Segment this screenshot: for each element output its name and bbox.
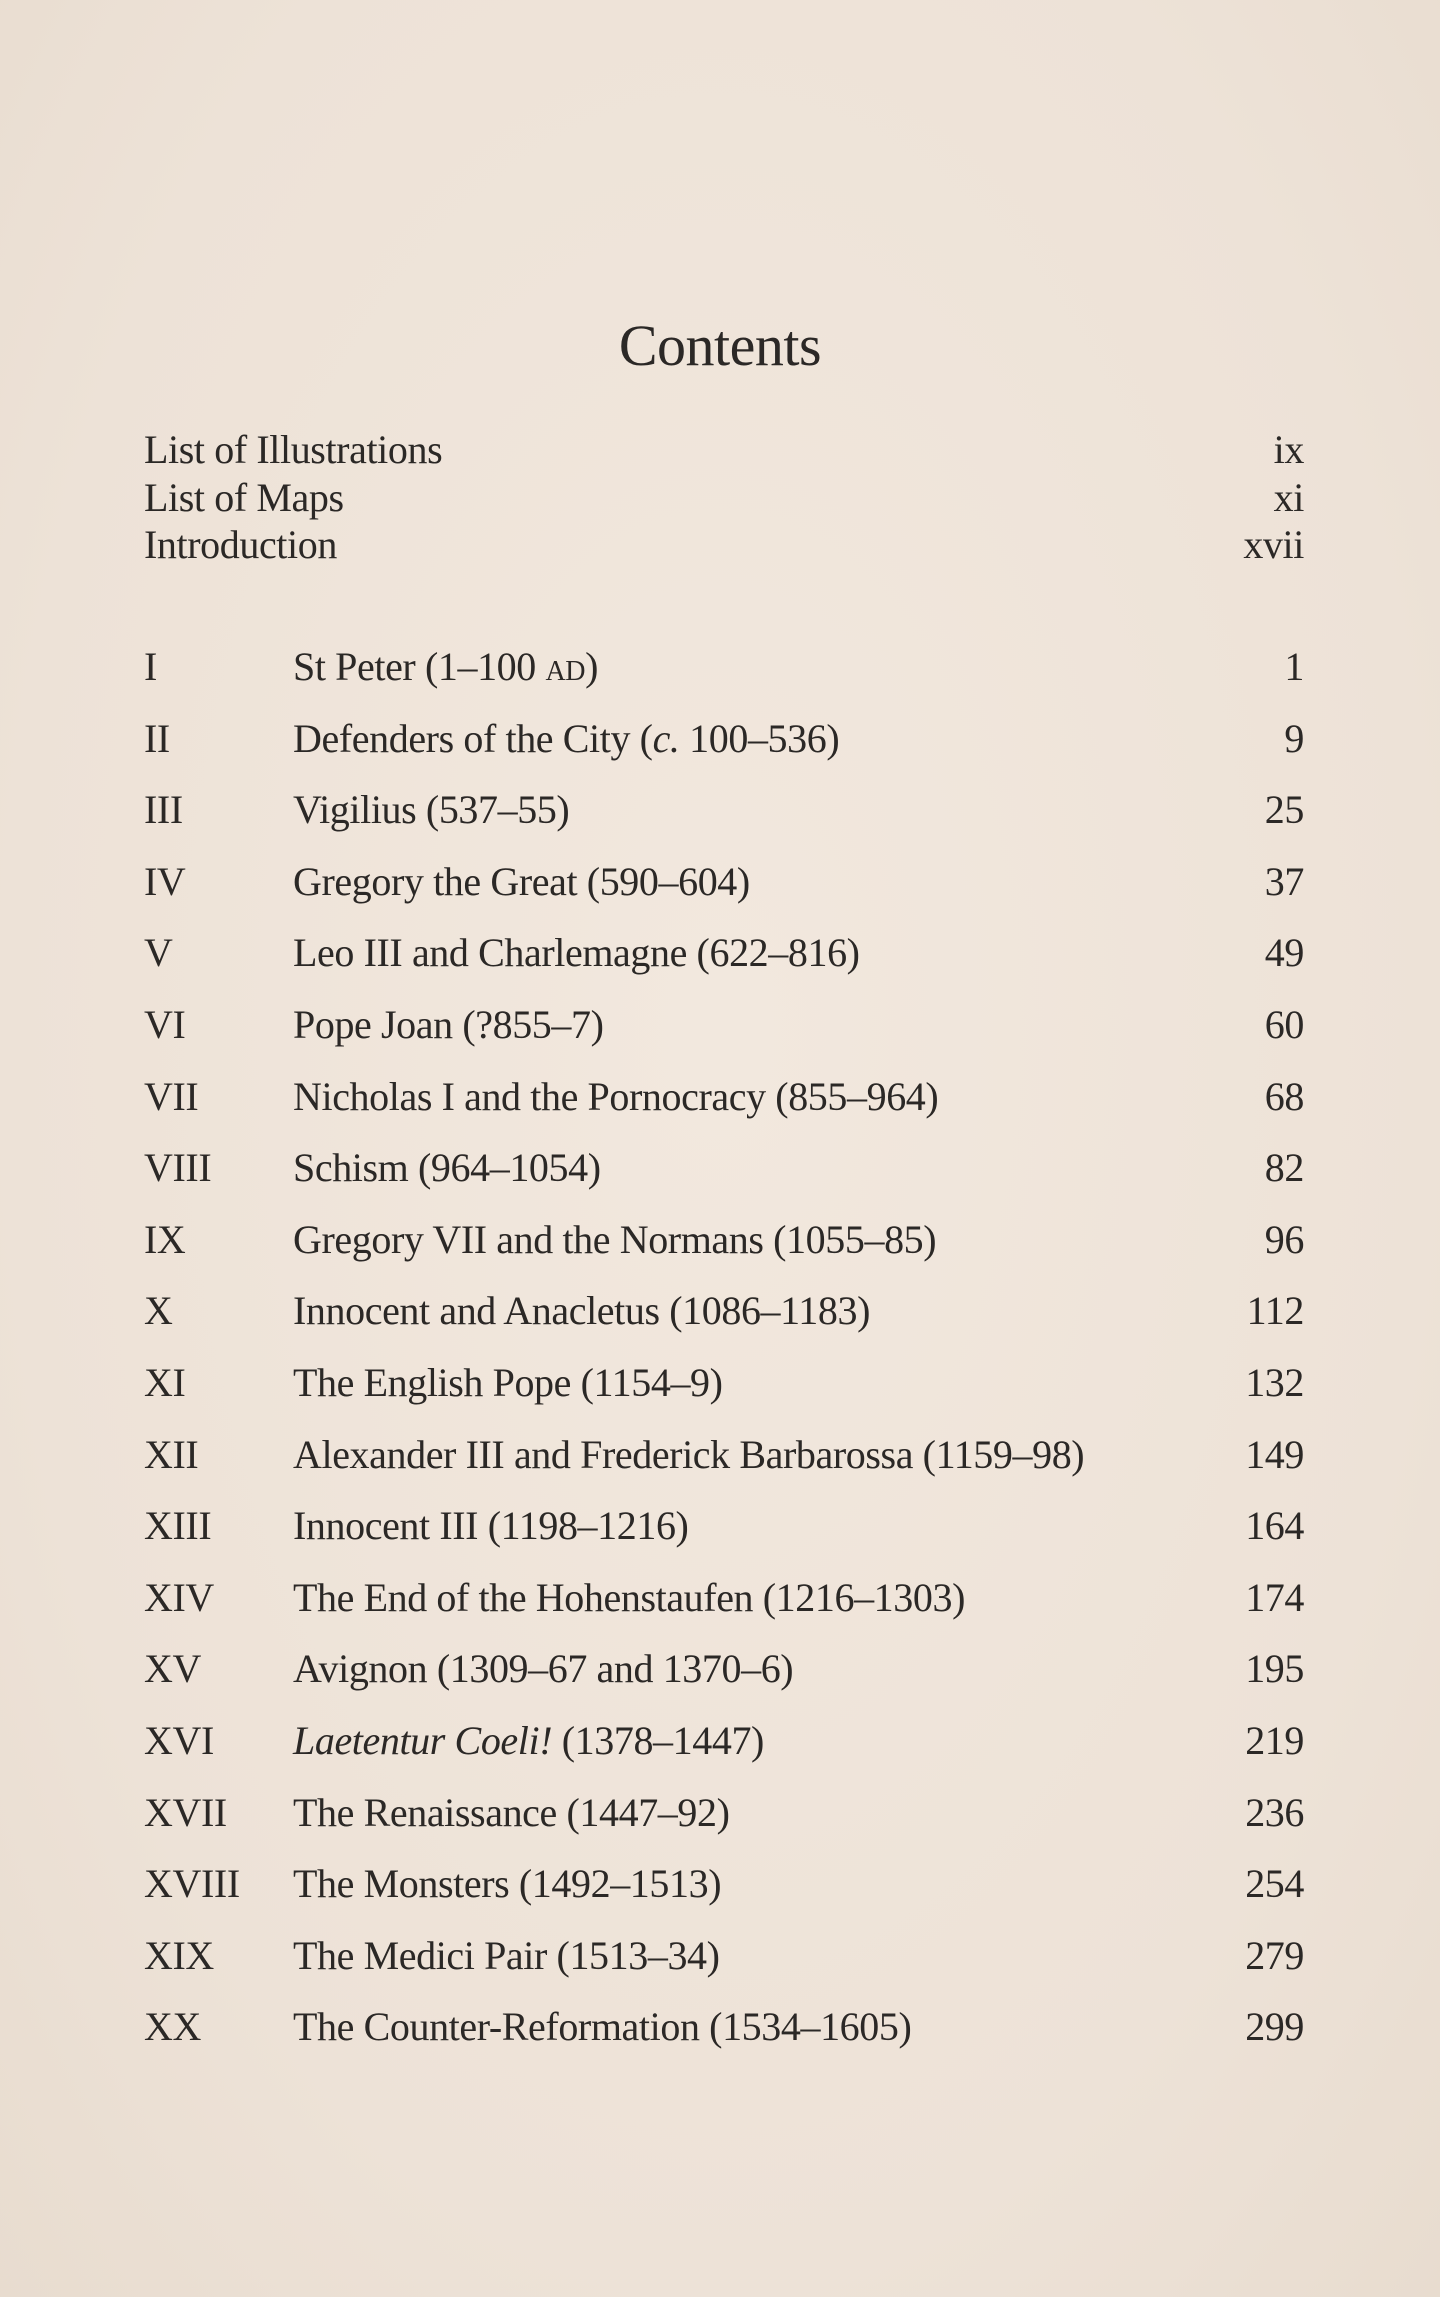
chapter-number: XIX <box>144 1932 214 1978</box>
chapter-title <box>293 857 750 907</box>
front-matter-entry <box>144 425 1304 475</box>
chapter-title <box>293 1716 764 1766</box>
page-number: 299 <box>1245 2004 1304 2050</box>
chapter-number: XV <box>144 1646 201 1692</box>
page-number: 254 <box>1245 1861 1304 1907</box>
chapter-title <box>293 1501 688 1551</box>
page-number: 195 <box>1245 1646 1304 1692</box>
chapter-entry <box>144 1000 1304 1050</box>
front-matter-entry <box>144 520 1304 570</box>
chapter-entry <box>144 1931 1304 1981</box>
page-number: 25 <box>1264 787 1304 833</box>
page-number: 149 <box>1245 1431 1304 1477</box>
chapter-entry <box>144 1573 1304 1623</box>
chapter-title <box>293 1000 604 1050</box>
entry-title: List of Illustrations <box>144 427 443 472</box>
page-number: 68 <box>1264 1073 1304 1119</box>
chapter-entry <box>144 1788 1304 1838</box>
page-number: 82 <box>1264 1145 1304 1191</box>
chapter-entry <box>144 1501 1304 1551</box>
chapter-title <box>293 1072 938 1122</box>
chapter-number: VIII <box>144 1145 212 1191</box>
chapter-number: XVII <box>144 1789 227 1835</box>
chapter-entry <box>144 1286 1304 1336</box>
title-text-suffix: 100–536) <box>679 715 840 761</box>
page-number: 60 <box>1264 1002 1304 1047</box>
page-number: 219 <box>1245 1718 1304 1763</box>
title-italic: Laetentur Coeli! <box>293 1718 553 1763</box>
chapter-entry <box>144 1716 1304 1766</box>
chapter-number: XVI <box>144 1718 214 1763</box>
chapter-title <box>293 2002 911 2052</box>
chapter-number: IV <box>144 858 186 904</box>
chapter-title <box>293 1931 720 1981</box>
title-text: Avignon (1309–67 and 1370–6) <box>293 1646 794 1692</box>
title-text: Innocent III (1198–1216) <box>293 1503 689 1549</box>
chapter-title <box>293 1573 965 1623</box>
title-text: Schism (964–1054) <box>293 1145 601 1191</box>
page-number: 279 <box>1245 1932 1304 1978</box>
entry-title: List of Maps <box>144 474 344 520</box>
chapter-number: XVIII <box>144 1861 240 1907</box>
title-text: Pope Joan (?855–7) <box>293 1002 604 1047</box>
chapter-title <box>293 1788 730 1838</box>
chapter-entry <box>144 1644 1304 1694</box>
chapter-title <box>293 1358 723 1408</box>
chapter-number: IX <box>144 1216 186 1262</box>
chapter-title <box>293 1644 793 1694</box>
title-text: The Counter-Reformation (1534–1605) <box>293 2004 912 2050</box>
chapter-title <box>293 1143 601 1193</box>
title-text: The Monsters (1492–1513) <box>293 1861 722 1907</box>
title-text-suffix: (1378–1447) <box>552 1718 764 1763</box>
page-number: xi <box>1273 474 1304 520</box>
chapter-number: X <box>144 1288 173 1334</box>
chapter-number: VII <box>144 1073 199 1119</box>
title-text: St Peter (1–100 <box>293 644 546 689</box>
title-text: The English Pope (1154–9) <box>293 1360 723 1405</box>
chapter-entry <box>144 1430 1304 1480</box>
chapter-number: XI <box>144 1360 186 1405</box>
chapter-entry <box>144 785 1304 835</box>
chapter-title <box>293 1859 721 1909</box>
chapter-title <box>293 1215 936 1265</box>
chapter-title <box>293 642 598 692</box>
chapter-entry <box>144 714 1304 764</box>
page-number: 174 <box>1245 1574 1304 1620</box>
page-number: 1 <box>1284 644 1304 689</box>
chapter-number: III <box>144 787 183 833</box>
page-number: xvii <box>1243 522 1304 567</box>
chapter-entry <box>144 1215 1304 1265</box>
page-number: 96 <box>1264 1216 1304 1262</box>
entry-title: Introduction <box>144 522 337 567</box>
chapter-entry <box>144 1358 1304 1408</box>
title-italic: c. <box>652 715 680 761</box>
title-text: Nicholas I and the Pornocracy (855–964) <box>293 1073 939 1119</box>
chapter-title <box>293 714 839 764</box>
chapter-number: VI <box>144 1002 186 1047</box>
chapter-title <box>293 785 569 835</box>
chapter-title <box>293 928 860 978</box>
title-text: Innocent and Anacletus (1086–1183) <box>293 1288 870 1334</box>
page-number: ix <box>1273 427 1304 472</box>
chapter-entry <box>144 1072 1304 1122</box>
page-number: 112 <box>1246 1288 1304 1334</box>
chapter-entry <box>144 1143 1304 1193</box>
chapter-number: V <box>144 930 173 976</box>
page-number: 37 <box>1264 858 1304 904</box>
title-text: Vigilius (537–55) <box>293 787 570 833</box>
title-small-caps: ad <box>545 644 586 689</box>
chapter-entry <box>144 928 1304 978</box>
title-text: Defenders of the City ( <box>293 715 653 761</box>
title-text: Alexander III and Frederick Barbarossa (1159–98) <box>293 1431 1085 1477</box>
page-number: 132 <box>1245 1360 1304 1405</box>
chapter-number: XII <box>144 1431 199 1477</box>
chapter-entry <box>144 642 1304 692</box>
chapter-entry <box>144 2002 1304 2052</box>
page-number: 164 <box>1245 1503 1304 1549</box>
chapter-number: XIII <box>144 1503 212 1549</box>
chapter-entry <box>144 857 1304 907</box>
title-text: Gregory the Great (590–604) <box>293 858 750 904</box>
chapter-title <box>293 1286 870 1336</box>
title-text: Gregory VII and the Normans (1055–85) <box>293 1216 937 1262</box>
chapter-number: I <box>144 644 157 689</box>
chapter-number: II <box>144 715 170 761</box>
chapter-title <box>293 1430 1084 1480</box>
page-number: 49 <box>1264 930 1304 976</box>
page-number: 9 <box>1284 715 1304 761</box>
title-text: Leo III and Charlemagne (622–816) <box>293 930 860 976</box>
title-text: The Medici Pair (1513–34) <box>293 1932 720 1978</box>
chapter-number: XX <box>144 2004 201 2050</box>
front-matter-entry <box>144 473 1304 523</box>
title-text: The End of the Hohenstaufen (1216–1303) <box>293 1574 965 1620</box>
page-number: 236 <box>1245 1789 1304 1835</box>
title-text: The Renaissance (1447–92) <box>293 1789 730 1835</box>
page-title: Contents <box>618 313 822 378</box>
chapter-entry <box>144 1859 1304 1909</box>
chapter-number: XIV <box>144 1574 214 1620</box>
title-text-suffix: ) <box>585 644 599 689</box>
